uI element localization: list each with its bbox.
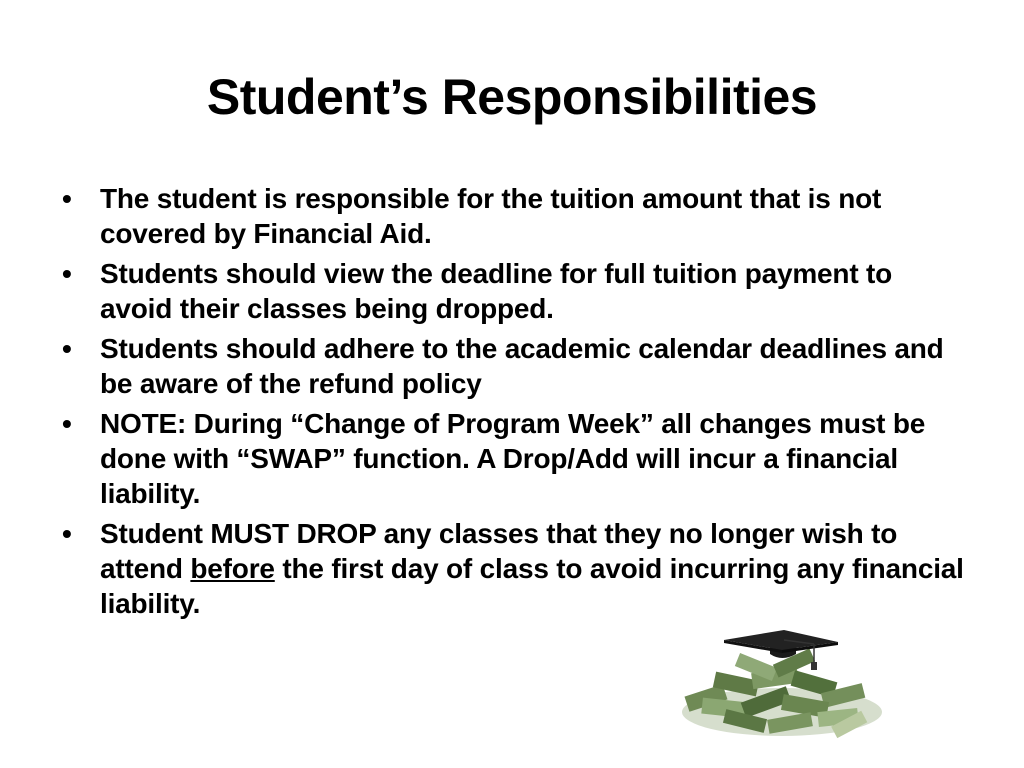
bullet-dot: • [62, 183, 72, 214]
bullet-dot: • [62, 258, 72, 289]
bullet-dot: • [62, 518, 72, 549]
bullet-text-underlined: before [190, 553, 275, 584]
money-pile [682, 648, 882, 738]
graduation-cap-on-money-pile-icon [672, 614, 888, 742]
bullet-item [62, 181, 967, 251]
bullet-text: The student is responsible for the tuition amount that is not covered by Financial Aid. [100, 183, 882, 249]
bullet-item [62, 331, 967, 401]
bullet-item [62, 256, 967, 326]
bullet-list [62, 181, 967, 626]
bullet-text-after: the first day of class to avoid incurring any financial liability. [100, 553, 964, 619]
bullet-dot: • [62, 408, 72, 439]
bullet-item [62, 406, 967, 511]
bullet-item [62, 516, 967, 621]
bullet-text: Students should adhere to the academic calendar deadlines and be aware of the refund policy [100, 333, 944, 399]
bullet-text: NOTE: During “Change of Program Week” all changes must be done with “SWAP” function. A Drop/Add will incur a financial liability. [100, 408, 926, 509]
slide-title: Student’s Responsibilities [206, 69, 818, 125]
bullet-text: Students should view the deadline for full tuition payment to avoid their classes being dropped. [100, 258, 893, 324]
bullet-text-before: Student MUST DROP any classes that they no longer wish to attend [100, 518, 898, 584]
bullet-dot: • [62, 333, 72, 364]
